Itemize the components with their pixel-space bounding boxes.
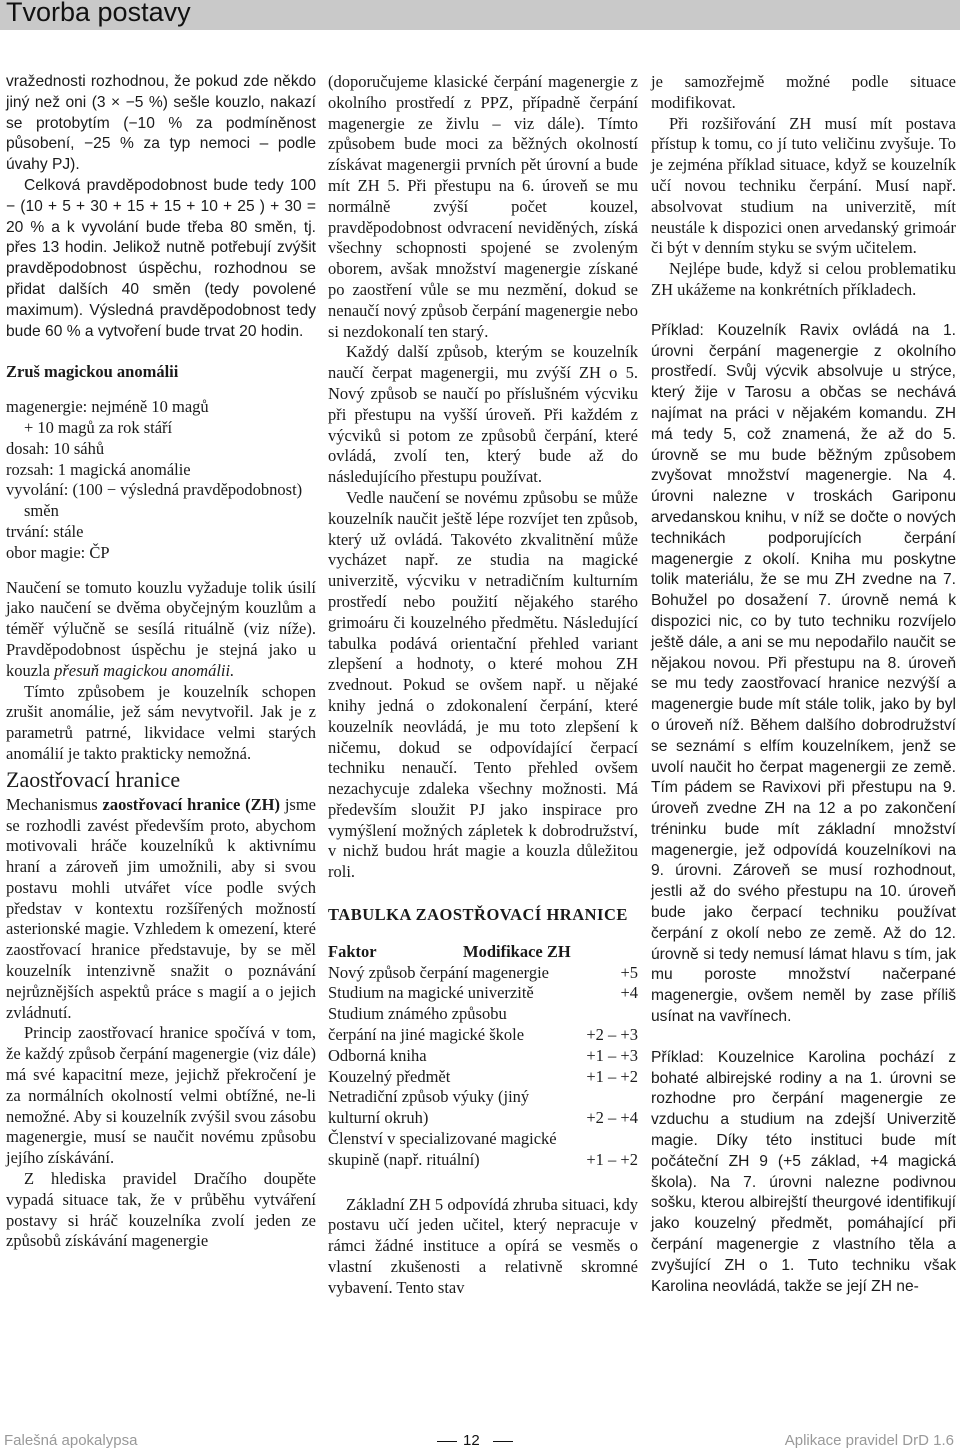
table-row bbox=[328, 963, 638, 984]
table-cell-factor: Odborná kniha bbox=[328, 1045, 427, 1065]
spacer bbox=[651, 1028, 956, 1048]
spell-param: obor magie: ČP bbox=[6, 542, 110, 562]
spell-param: dosah: 10 sáhů bbox=[6, 438, 105, 458]
page-header-bar bbox=[0, 0, 960, 30]
paragraph: vražednosti rozhodnou, že pokud zde někdo jiný než oni (3 × −5 %) sešle kouzlo, nakazí se protobytím (−10 % za podmíněnost působení, −25 % za typ nemoci – podle úvahy PJ). bbox=[6, 73, 316, 174]
table-cell-factor: Nový způsob čerpání magenergie bbox=[328, 962, 549, 982]
spell-reference: přesuň magickou anomálii. bbox=[54, 660, 235, 680]
spell-param: magenergie: nejméně 10 magů bbox=[6, 397, 209, 417]
paragraph-text: Naučení se tomuto kouzlu vyžaduje tolik úsilí jako naučení se dvěma obyčejným kouzlům a téměř výlučně se sesílá rituálně (viz níže). Pravděpodobnost úspěchu je stejná jako u kouzla bbox=[6, 577, 316, 680]
table-cell-factor: Studium známého způsobu čerpání na jiné magické škole bbox=[328, 1004, 525, 1045]
footer-rule-right bbox=[493, 1441, 513, 1442]
table-header-factor: Faktor bbox=[328, 941, 377, 961]
table-cell-value: +1 – +2 bbox=[586, 1066, 638, 1086]
paragraph: Celková pravděpodobnost bude tedy 100 − (10 + 5 + 30 + 15 + 15 + 10 + 25 ) + 30 = 20 % a k vyvolání bude třeba 80 směn, tj. přes 13 hodin. Jelikož nutně potřebují zvýšit pravděpodobnost úspěchu, rozhodnou se přidat dalších 40 směn (tedy povolené maximum). Výsledná pravděpodobnost tedy bude 60 % a vytvoření bude trvat 20 hodin. bbox=[6, 176, 316, 340]
footer-book-title: Falešná apokalypsa bbox=[4, 1432, 138, 1449]
table-title: TABULKA ZAOSTŘOVACÍ HRANICE bbox=[328, 905, 628, 925]
spell-param: vyvolání: (100 − výsledná pravděpodobnost) směn bbox=[6, 480, 303, 521]
spacer bbox=[328, 1171, 638, 1195]
example-paragraph: Příklad: Kouzelnice Karolina pochází z bohaté albirejské rodiny a na 1. úrovni se rozhodne pro čerpání magenergie ze vzduchu a studium na zdejší Univerzitě magie. Díky této instituci bude mít počáteční ZH 9 (+5 základ, +4 magická škola). Na 7. úrovni nalezne podivnou sošku, kterou albirejští theurgové identifikují jako kouzelný předmět, pomáhající při čerpání magenergie z vlastního těla a zvyšující ZH o 1. Tuto techniku však Karolina neovládá, takže se její ZH ne- bbox=[651, 1048, 956, 1295]
term-highlight: zaostřovací hranice (ZH) bbox=[102, 794, 280, 814]
spacer bbox=[6, 342, 316, 362]
table-cell-factor: Netradiční způsob výuky (jiný kulturní okruh) bbox=[328, 1087, 530, 1128]
paragraph-text: jsme se rozhodli zavést především proto, abychom motivovali hráče kouzelníků k aktivnímu hraní a zároveň jim umožnili, aby si svou postavu mohli utvářet více podle svých představ v kontextu rozšířených možností asterionské magie. Vzhledem k omezení, které zaostřovací hranice představuje, by se měl kouzelník intenzivně snažit o poznávání nejrůznějších aspektů práce s magií a o jejich zvládnutí. bbox=[6, 794, 317, 1022]
footer-rule-left bbox=[437, 1441, 457, 1442]
table-cell-value: +1 – +2 bbox=[586, 1149, 638, 1169]
footer-series-title: Aplikace pravidel DrD 1.6 bbox=[784, 1432, 954, 1449]
table-cell-value: +2 – +3 bbox=[586, 1025, 638, 1045]
column-left bbox=[6, 72, 316, 1252]
table-cell-value: +5 bbox=[620, 962, 638, 982]
table-cell-value: +1 – +3 bbox=[586, 1045, 638, 1065]
spell-param: trvání: stále bbox=[6, 521, 84, 541]
table-row bbox=[328, 1004, 638, 1046]
section-heading: Zaostřovací hranice bbox=[6, 766, 181, 792]
spacer bbox=[328, 926, 638, 942]
example-paragraph: Příklad: Kouzelník Ravix ovládá na 1. úrovni čerpání magenergie z okolního prostředí. Svůj výcvik absolvuje u strýce, který žije v Tarosu a občas se nechává najímat na práci v nějakém komandu. ZH má tedy 5, což znamená, že až do 5. úrovně se mu bude běžným způsobem zvyšovat množství magenergie. Na 4. úrovni nalezne v troskách Gariponu arvedanskou knihu, v níž se dočte o nových technikách podporujících čerpání magenergie z okolí. Kniha mu poskytne tolik materiálu, že se mu ZH zvedne na 7. Bohužel po dosažení 7. úrovně nemá k dispozici nic, co by tuto techniku rozvíjelo ještě dále, a ani se mu nepodařilo naučit se nějakou novou. Při přestupu na 8. úroveň se mu tedy zaostřovací hranice nezvýší a magenergie bude mít stále tolik, jako by byl o úroveň níž. Během dalšího dobrodružství se seznámí s elfím kouzelníkem, jenž se uvolí naučit ho čerpat magenergii ze země. Tím pádem se Ravixovi při přestupu na 9. úroveň zvedne ZH na 12 a po zakončení tréninku bude mít základní množství magenergie, jež odpovídá kouzelníkovi na 9. úrovni. Zároveň se musí rozhodnout, jestli až do svého přestupu na 10. úroveň bude jako čerpací techniku používat čerpání z okolí nebo ze země. Až do 12. úrovně si tedy nemusí lámat hlavu s tím, jak mu poroste množství načerpané magenergie, ovšem neměl by zase příliš usínat na vavřínech. bbox=[651, 321, 956, 1026]
table-row bbox=[328, 1087, 638, 1129]
table-row bbox=[328, 1046, 638, 1067]
spell-title: Zruš magickou anomálii bbox=[6, 362, 179, 382]
paragraph bbox=[6, 578, 316, 682]
table-row bbox=[328, 1129, 638, 1171]
paragraph: Z hlediska pravidel Dračího doupěte vypadá situace tak, že v průběhu vytváření postavy si hráč kouzelníka zvolí jeden ze způsobů získávání magenergie bbox=[6, 1169, 316, 1251]
paragraph: Každý další způsob, kterým se kouzelník naučí čerpat magenergii, mu zvýší ZH o 5. Nový způsob se naučí po příslušném výcviku při přestupu na vyšší úroveň. Při každém z výcviků si potom ze způsobů čerpání, které ovládá, zvolí ten, který bude až do následujícího přestupu používat. bbox=[328, 342, 638, 487]
spacer bbox=[651, 301, 956, 321]
paragraph-text: Mechanismus bbox=[6, 794, 98, 814]
paragraph: Základní ZH 5 odpovídá zhruba situaci, kdy postavu učí jeden učitel, který nepracuje v rámci žádné instituce a opírá se vesměs o vlastní zkušenosti a relativně skromné vybavení. Tento stav bbox=[328, 1194, 638, 1297]
column-middle bbox=[328, 72, 638, 1299]
paragraph: Princip zaostřovací hranice spočívá v tom, že každý způsob čerpání magenergie (viz dále) má své kapacitní meze, jejichž překročení je za normálních okolností velmi obtížné, ne-li nemožné. Aby si kouzelník zvýšil svou zásobu magenergie, musí se naučit novému způsobu jejího získávání. bbox=[6, 1023, 316, 1168]
paragraph: Nejlépe bude, když si celou problematiku ZH ukážeme na konkrétních příkladech. bbox=[651, 259, 956, 299]
paragraph: Při rozšiřování ZH musí mít postava přístup k tomu, co jí tuto veličinu zvyšuje. To je zejména příklad situace, když se kouzelník učí novou techniku čerpání. Musí např. absolvovat studium na univerzitě, mít neustále k dispozici onen arvedanský grimoár či být v denním styku se svým učitelem. bbox=[651, 113, 956, 258]
paragraph bbox=[6, 795, 316, 1024]
table-row bbox=[328, 983, 638, 1004]
table-cell-factor: Členství v specializované magické skupině (např. rituální) bbox=[328, 1129, 557, 1169]
column-right bbox=[651, 72, 956, 1297]
paragraph: je samozřejmě možné podle situace modifikovat. bbox=[651, 72, 956, 112]
spacer bbox=[6, 383, 316, 397]
table-cell-factor: Kouzelný předmět bbox=[328, 1066, 451, 1086]
paragraph: (doporučujeme klasické čerpání magenergie z okolního prostředí z PPZ, případně čerpání magenergie ze živlu – viz dále). Tímto způsobem bude moci za běžných okolností získávat magenergii prvních pět úrovní a bude mít ZH 5. Při přestupu na 6. úroveň se mu normálně zvýší počet kouzel, pravděpodobnost odvracení neviděných, získá všechny schopnosti spojené se zvoleným oborem, avšak množství magenergie získané po zaostření vůle se mu nezmění, dokud se nenaučí nový způsob čerpání magenergie nebo si nezdokonalí ten starý. bbox=[328, 72, 638, 341]
paragraph: Tímto způsobem je kouzelník schopen zrušit anomálie, jež sám nevytvořil. Jak je z parametrů patrné, likvidace velmi starých anomálií je takto prakticky nemožná. bbox=[6, 681, 316, 763]
spell-param: + 10 magů za rok stáří bbox=[24, 417, 173, 437]
table-row bbox=[328, 1067, 638, 1088]
paragraph: Vedle naučení se novému způsobu se může kouzelník naučit ještě lépe rozvíjet ten způsob, který už ovládá. Takovéto zkvalitnění může vycházet např. ze studia na magické univerzitě, výcviku v netradičním kulturním prostředí nebo použití nějakého starého grimoáru či kouzelného předmětu. Následující tabulka podává orientační přehled variant zlepšení a hodnoty, o které mohou ZH zvednout. Pokud se ovšem např. u nějaké knihy jedná o zdokonalení čerpání, které kouzelník neovládá, je mu toto zlepšení k ničemu, dokud se odpovídající čerpací techniku nenaučí. Tento přehled ovšem nezachycuje zdaleka všechny možnosti. Má především sloužit PJ jako inspirace pro vymýšlení možných zápletek k dobrodružství, v nichž budou hrát magie a kouzla důležitou roli. bbox=[328, 487, 638, 882]
table-cell-value: +2 – +4 bbox=[586, 1108, 638, 1128]
spacer bbox=[328, 883, 638, 905]
table-cell-factor: Studium na magické univerzitě bbox=[328, 983, 534, 1003]
table-header-modifier: Modifikace ZH bbox=[463, 941, 571, 961]
page-number: 12 bbox=[463, 1432, 480, 1449]
page-header-title: Tvorba postavy bbox=[6, 0, 191, 27]
table-cell-value: +4 bbox=[620, 983, 638, 1003]
spacer bbox=[6, 564, 316, 578]
spell-param: rozsah: 1 magická anomálie bbox=[6, 459, 191, 479]
table-header bbox=[328, 942, 638, 963]
